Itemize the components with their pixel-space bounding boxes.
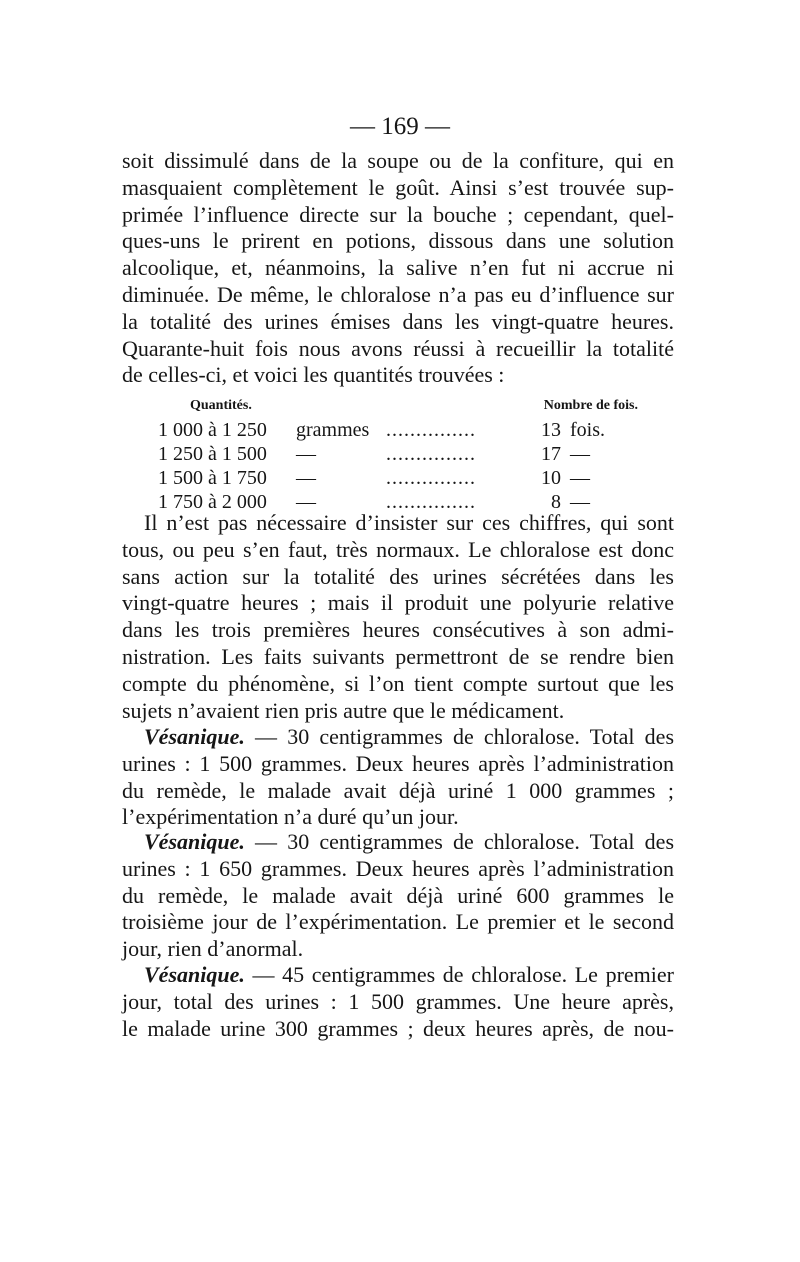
text-line: le malade urine 300 grammes ; deux heures après, de nou- (122, 1015, 674, 1041)
text-line (122, 962, 674, 989)
text-line: masquaient complètement le goût. Ainsi s’est trouvée sup- (122, 174, 674, 200)
case-text: — 45 centigrammes de chloralose. Le premier (252, 962, 674, 987)
table-row (158, 442, 638, 466)
row-count: 8 (551, 491, 561, 513)
text-line: du remède, le malade avait déjà uriné 1 000 grammes ; (122, 777, 674, 803)
text-line (122, 724, 674, 751)
row-suffix: — (570, 491, 590, 513)
row-range: 1 250 à 1 500 (158, 443, 267, 465)
page-number: — 169 — (350, 113, 450, 140)
row-range: 1 000 à 1 250 (158, 419, 267, 441)
text-line: urines : 1 650 grammes. Deux heures après l’administration (122, 855, 674, 881)
text-line: soit dissimulé dans de la soupe ou de la confiture, qui en (122, 148, 674, 173)
text-line: du remède, le malade avait déjà uriné 600 grammes le (122, 882, 674, 908)
row-leader-dots: ............... (386, 443, 476, 465)
case-label: Vésanique. (144, 962, 245, 987)
case-label: Vésanique. (144, 724, 245, 749)
case-text: — 30 centigrammes de chloralose. Total des (255, 724, 675, 749)
row-range: 1 750 à 2 000 (158, 491, 267, 513)
text-line: sans action sur la totalité des urines sécrétées dans les (122, 563, 674, 589)
text-line: l’expérimentation n’a duré qu’un jour. (122, 804, 459, 830)
text-line: de celles-ci, et voici les quantités trouvées : (122, 362, 505, 388)
text-line: primée l’influence directe sur la bouche ; cependant, quel- (122, 201, 674, 227)
text-line: tous, ou peu s’en faut, très normaux. Le chloralose est donc (122, 536, 674, 562)
row-unit: — (296, 491, 316, 513)
paragraph-analysis (122, 510, 674, 724)
quantities-table (158, 398, 638, 514)
text-line: dans les trois premières heures consécutives à son admi- (122, 617, 674, 643)
table-row (158, 466, 638, 490)
table-row (158, 418, 638, 442)
row-unit: — (296, 467, 316, 489)
row-count: 13 (541, 419, 561, 441)
case-paragraph-1 (122, 724, 674, 831)
paragraph-intro (122, 148, 674, 389)
text-line: compte du phénomène, si l’on tient compte surtout que les (122, 670, 674, 696)
table-header (158, 398, 638, 418)
text-line: jour, total des urines : 1 500 grammes. Une heure après, (122, 988, 674, 1014)
row-unit: grammes (296, 419, 370, 441)
header-count: Nombre de fois. (543, 398, 638, 413)
header-quantities: Quantités. (190, 398, 252, 413)
case-label: Vésanique. (144, 829, 245, 854)
row-leader-dots: ............... (386, 467, 476, 489)
text-line: la totalité des urines émises dans les vingt-quatre heures. (122, 308, 674, 334)
text-line: nistration. Les faits suivants permettront de se rendre bien (122, 643, 674, 669)
text-line (122, 829, 674, 856)
text-line: vingt-quatre heures ; mais il produit une polyurie relative (122, 590, 674, 616)
row-unit: — (296, 443, 316, 465)
text-line: diminuée. De même, le chloralose n’a pas eu d’influence sur (122, 281, 674, 307)
row-suffix: fois. (570, 419, 605, 441)
text-line: Il n’est pas nécessaire d’insister sur ces chiffres, qui sont (144, 510, 674, 535)
text-line: ques-uns le prirent en potions, dissous dans une solution (122, 228, 674, 254)
text-line: alcoolique, et, néanmoins, la salive n’en fut ni accrue ni (122, 255, 674, 281)
row-suffix: — (570, 443, 590, 465)
case-paragraph-3 (122, 962, 674, 1042)
case-paragraph-2 (122, 829, 674, 963)
row-suffix: — (570, 467, 590, 489)
text-line: troisième jour de l’expérimentation. Le premier et le second (122, 909, 674, 935)
text-line: Quarante-huit fois nous avons réussi à recueillir la totalité (122, 335, 674, 361)
case-text: — 30 centigrammes de chloralose. Total des (255, 829, 675, 854)
text-line: sujets n’avaient rien pris autre que le médicament. (122, 697, 565, 723)
row-count: 10 (541, 467, 561, 489)
row-count: 17 (541, 443, 561, 465)
row-leader-dots: ............... (386, 419, 476, 441)
row-range: 1 500 à 1 750 (158, 467, 267, 489)
text-line: jour, rien d’anormal. (122, 936, 304, 962)
text-line: urines : 1 500 grammes. Deux heures après l’administration (122, 750, 674, 776)
row-leader-dots: ............... (386, 491, 476, 513)
